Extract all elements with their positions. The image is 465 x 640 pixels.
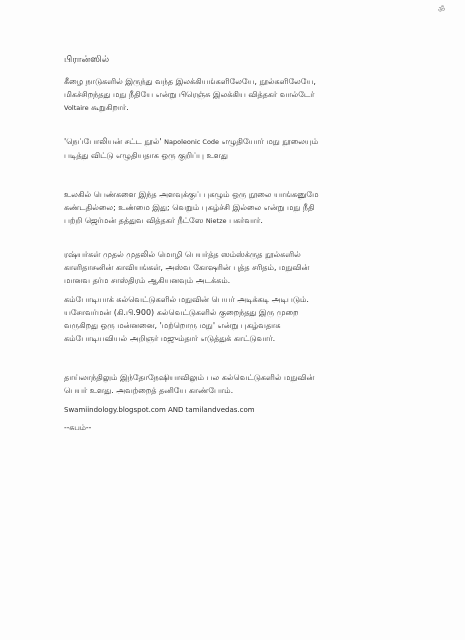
para3-line2: கண்டதில்லை; உண்மை இது; வெறும் புகழ்ச்சி இல்லை என்று மநு நீதி — [64, 203, 315, 212]
paragraph-napoleon — [64, 135, 444, 162]
para1-line3 — [64, 101, 444, 115]
para1-line3-text: கூறுகிறார். — [91, 103, 129, 112]
para1-line2: மிகச்சிறந்தது மநு நீதியே என்று பிரெஞ்சு இலக்கிய வித்தகர் வால்டேர் — [64, 90, 315, 99]
para1-line1: கீழை நாடுகளில் இருந்து வந்த இலக்கியங்களிலேயே, நூல்களிலேயே, — [64, 77, 316, 86]
para3-line3-start: பற்றி ஜெர்மன் தத்துவ வித்தகர் நீட்ஸே — [64, 216, 204, 225]
section-heading: பிரான்ஸில் — [64, 55, 110, 65]
para3-line3-end: பகர்வார். — [229, 216, 263, 225]
para5-line4: கம்போடியவியல் அறிஞர் மஜும்தார் எடுத்துக் காட்டுவார். — [64, 334, 276, 343]
source-credit: Swamiindology.blogspot.com AND tamilandvedas.com — [64, 406, 255, 414]
para5-line1: கம்போடியாக் கல்வெட்டுகளில் மநுவின் பெயர் அடிக்கடி அடிபடும். — [64, 295, 309, 304]
napoleonic-code-name: Napoleonic Code — [164, 138, 220, 146]
voltaire-name: Voltaire — [64, 104, 89, 112]
document-body — [64, 54, 444, 441]
para4-line2: காளிதாசனின் காவியங்கள், அஸ்வ கோஷரின் புத்த சரிதம், மநுவின் — [64, 263, 310, 272]
paragraph-cambodia — [64, 293, 444, 345]
para2-line1-end: எழுதியோர் மநு நூலையும் — [221, 137, 319, 146]
paragraph-nietzsche — [64, 188, 444, 228]
corner-mark: ॐ — [437, 5, 445, 14]
para6-line1: தாய்லாந்திலும் இந்தோநேஷியாவிலும் பல கல்வெட்டுகளில் மநுவின் — [64, 373, 315, 382]
para2-line2: படித்து விட்டு எழுதியதாக ஒரு குறிப்பு உளது — [64, 151, 228, 160]
para6-line2: பெயர் உளது. அவற்றைத் தனியே காண்போம். — [64, 386, 234, 395]
para2-line1 — [64, 135, 444, 149]
para4-line1: ரஷ்யர்கள் முதல் முதலில் மொழி பெயர்த்த ஸம்ஸ்க்ருத நூல்களில் — [64, 250, 301, 259]
signoff: --சுபம்-- — [64, 423, 92, 432]
para3-line1: உலகில் பெண்களை இந்த அளவுக்குப் புகழும் ஒரு நூலை யாங்கனுமே — [64, 190, 319, 199]
para5-line2: யசோவர்மன் (கி.பி.900) கல்வெட்டுகளில் குறைந்தது இரு முறை — [64, 308, 299, 317]
paragraph-voltaire — [64, 75, 444, 115]
para3-line3 — [64, 214, 444, 228]
para5-line3: வருகிறது ஒரு மன்னனை, 'மற்றொரு மநு' என்று புகழ்வதாக — [64, 321, 281, 330]
paragraph-thailand — [64, 371, 444, 397]
paragraph-russians — [64, 248, 444, 287]
para4-line3: மானவ தர்ம சாஸ்திரம் ஆகியனவும் அடக்கம். — [64, 276, 231, 285]
para2-line1-start: 'நெப்போலியன் சட்ட நூல்' — [64, 137, 162, 146]
nietze-name: Nietze — [205, 217, 227, 225]
